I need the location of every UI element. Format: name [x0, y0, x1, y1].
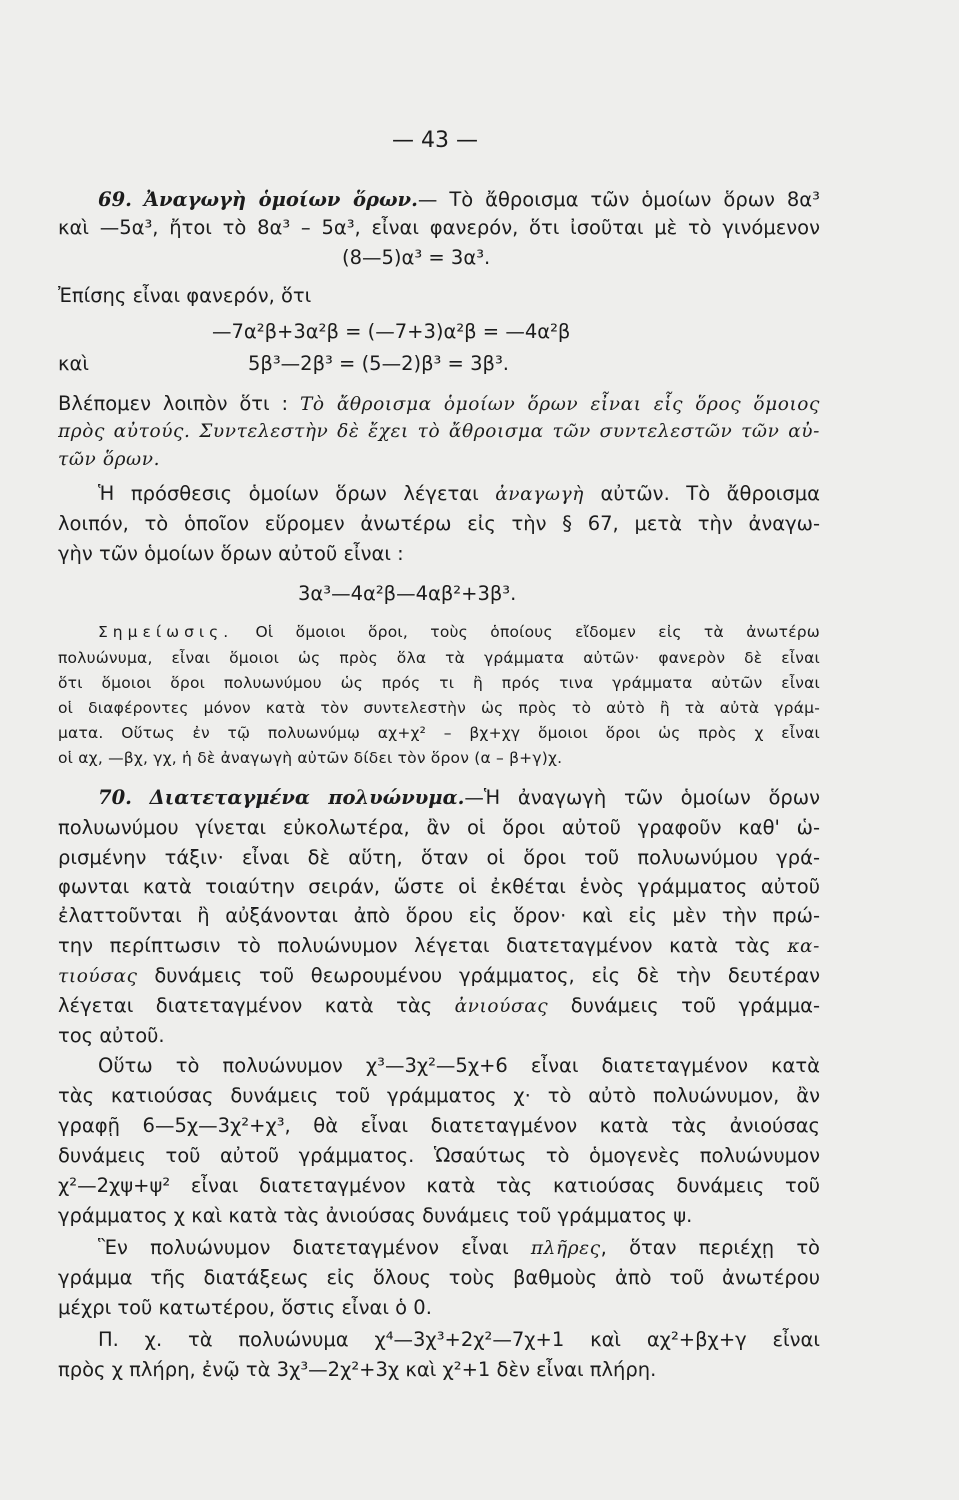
- text-line: πολυωνύμου γίνεται εὐκολωτέρα, ἂν οἱ ὅροι αὐτοῦ γραφοῦν καθ' ὡ-: [58, 816, 820, 839]
- text-line: [58, 390, 820, 419]
- conjunction-label: καὶ: [58, 352, 89, 375]
- text-span: την περίπτωσιν τὸ πολυώνυμον λέγεται διατεταγμένον κατὰ τὰς: [58, 934, 788, 957]
- section-70-title: Διατεταγμένα πολυώνυμα.: [149, 786, 465, 809]
- text-line: χ²—2χψ+ψ² εἶναι διατεταγμένον κατὰ τὰς κατιούσας δυνάμεις τοῦ: [58, 1174, 820, 1197]
- section-69-number: 69.: [98, 188, 132, 211]
- text-span: Ἡ πρόσθεσις ὁμοίων ὅρων λέγεται: [98, 482, 496, 505]
- section-69-text: — Τὸ ἄθροισμα τῶν ὁμοίων ὅρων 8α³: [417, 188, 820, 211]
- text-line: ρισμένην τάξιν· εἶναι δὲ αὕτη, ὅταν οἱ ὅροι τοῦ πολυωνύμου γρά-: [58, 846, 820, 869]
- equation: 3α³—4α²β—4αβ²+3β³.: [298, 582, 517, 605]
- text-line: δυνάμεις τοῦ αὐτοῦ γράμματος. Ὡσαύτως τὸ ὁμογενὲς πολυώνυμον: [58, 1144, 820, 1167]
- text-line: γράμματος χ καὶ κατὰ τὰς ἀνιούσας δυνάμεις τοῦ γράμματος ψ.: [58, 1204, 693, 1227]
- text-span: δυνάμεις τοῦ θεωρουμένου γράμματος, εἰς δὲ τὴν δευτέραν: [137, 964, 820, 987]
- rule-italic: Τὸ ἄθροισμα ὁμοίων ὅρων εἶναι εἷς ὅρος ὅμοιος: [299, 394, 820, 415]
- text-span: δυνάμεις τοῦ γράμμα-: [548, 994, 820, 1017]
- text-span: , ὅταν περιέχῃ τὸ: [600, 1236, 820, 1259]
- text-line: λοιπόν, τὸ ὁποῖον εὕρομεν ἀνωτέρω εἰς τὴν § 67, μετὰ τὴν ἀναγω-: [58, 512, 820, 535]
- text-line: τος αὐτοῦ.: [58, 1024, 165, 1047]
- text-line: ἐλαττοῦνται ἢ αὐξάνονται ἀπὸ ὅρου εἰς ὅρον· καὶ εἰς μὲν τὴν πρώ-: [58, 904, 820, 927]
- section-70-heading-line: [98, 784, 820, 812]
- text-line: γράμμα τῆς διατάξεως εἰς ὅλους τοὺς βαθμοὺς ἀπὸ τοῦ ἀνωτέρου: [58, 1266, 820, 1289]
- section-70-text: —Ἡ ἀναγωγὴ τῶν ὁμοίων ὅρων: [464, 786, 820, 809]
- text-line: Π. χ. τὰ πολυώνυμα χ⁴—3χ³+2χ²—7χ+1 καὶ αχ²+βχ+γ εἶναι: [98, 1328, 820, 1351]
- equation: 5β³—2β³ = (5—2)β³ = 3β³.: [248, 352, 509, 375]
- note-label: Σημείωσις.: [98, 623, 234, 641]
- text-line: [58, 992, 820, 1021]
- text-span: αὐτῶν. Τὸ ἄθροισμα: [583, 482, 820, 505]
- term-italic: τιούσας: [58, 966, 138, 987]
- text-line: φωνται κατὰ τοιαύτην σειράν, ὥστε οἱ ἐκθέται ἑνὸς γράμματος αὐτοῦ: [58, 875, 820, 898]
- page-number: — 43 —: [392, 128, 478, 153]
- note-line: οἱ διαφέροντες μόνον κατὰ τὸν συντελεστὴν ὡς πρὸς τὸ αὐτὸ ἢ τὰ αὐτὰ γράμ-: [58, 699, 820, 717]
- text-line: πρὸς χ πλήρη, ἐνῷ τὰ 3χ³—2χ²+3χ καὶ χ²+1 δὲν εἶναι πλήρη.: [58, 1358, 657, 1381]
- note-line: [98, 618, 820, 646]
- equation: —7α²β+3α²β = (—7+3)α²β = —4α²β: [212, 320, 571, 343]
- term-italic: ἀναγωγὴ: [495, 484, 584, 505]
- text-span: Βλέπομεν λοιπὸν ὅτι :: [58, 392, 300, 415]
- note-line: ὅτι ὅμοιοι ὅροι πολυωνύμου ὡς πρός τι ἢ πρός τινα γράμματα αὐτῶν εἶναι: [58, 674, 820, 692]
- text-line: Οὕτω τὸ πολυώνυμον χ³—3χ²—5χ+6 εἶναι διατεταγμένον κατὰ: [98, 1054, 820, 1077]
- text-line: γὴν τῶν ὁμοίων ὅρων αὐτοῦ εἶναι :: [58, 542, 404, 565]
- note-line: πολυώνυμα, εἶναι ὅμοιοι ὡς πρὸς ὅλα τὰ γράμματα αὐτῶν· φανερὸν δὲ εἶναι: [58, 649, 820, 667]
- note-line: οἱ αχ, —βχ, γχ, ἡ δὲ ἀναγωγὴ αὐτῶν δίδει τὸν ὅρον (α – β+γ)χ.: [58, 749, 563, 767]
- equation: (8—5)α³ = 3α³.: [342, 246, 491, 269]
- text-span: λέγεται διατεταγμένον κατὰ τὰς: [58, 994, 455, 1017]
- section-70-number: 70.: [98, 786, 132, 809]
- text-line: τὰς κατιούσας δυνάμεις τοῦ γράμματος χ· τὸ αὐτὸ πολυώνυμον, ἂν: [58, 1084, 820, 1107]
- section-69-heading-line: [98, 186, 820, 214]
- text-line: [98, 480, 820, 509]
- text-line: Ἐπίσης εἶναι φανερόν, ὅτι: [58, 284, 312, 307]
- term-italic: ἀνιούσας: [454, 996, 549, 1017]
- text-line: [58, 932, 820, 961]
- text-line: [98, 1234, 820, 1263]
- text-span: Οἱ ὅμοιοι ὅροι, τοὺς ὁποίους εἴδομεν εἰς τὰ ἀνωτέρω: [233, 623, 820, 641]
- section-69-title: Ἀναγωγὴ ὁμοίων ὅρων.: [143, 188, 418, 211]
- term-italic: κα-: [787, 936, 820, 957]
- text-line: γραφῇ 6—5χ—3χ²+χ³, θὰ εἶναι διατεταγμένον κατὰ τὰς ἀνιούσας: [58, 1114, 820, 1137]
- text-span: Ἓν πολυώνυμον διατεταγμένον εἶναι: [98, 1236, 531, 1259]
- text-line: μέχρι τοῦ κατωτέρου, ὅστις εἶναι ὁ 0.: [58, 1296, 432, 1319]
- rule-italic-line: πρὸς αὐτούς. Συντελεστὴν δὲ ἔχει τὸ ἄθροισμα τῶν συντελεστῶν τῶν αὐ-: [58, 421, 820, 442]
- text-line: [58, 962, 820, 991]
- text-line: καὶ —5α³, ἤτοι τὸ 8α³ – 5α³, εἶναι φανερόν, ὅτι ἰσοῦται μὲ τὸ γινόμενον: [58, 216, 820, 239]
- rule-italic-line: τῶν ὅρων.: [58, 449, 161, 470]
- term-italic: πλῆρες: [530, 1238, 601, 1259]
- note-line: ματα. Οὕτως ἐν τῷ πολυωνύμῳ αχ+χ² – βχ+χγ ὅμοιοι ὅροι ὡς πρὸς χ εἶναι: [58, 724, 820, 742]
